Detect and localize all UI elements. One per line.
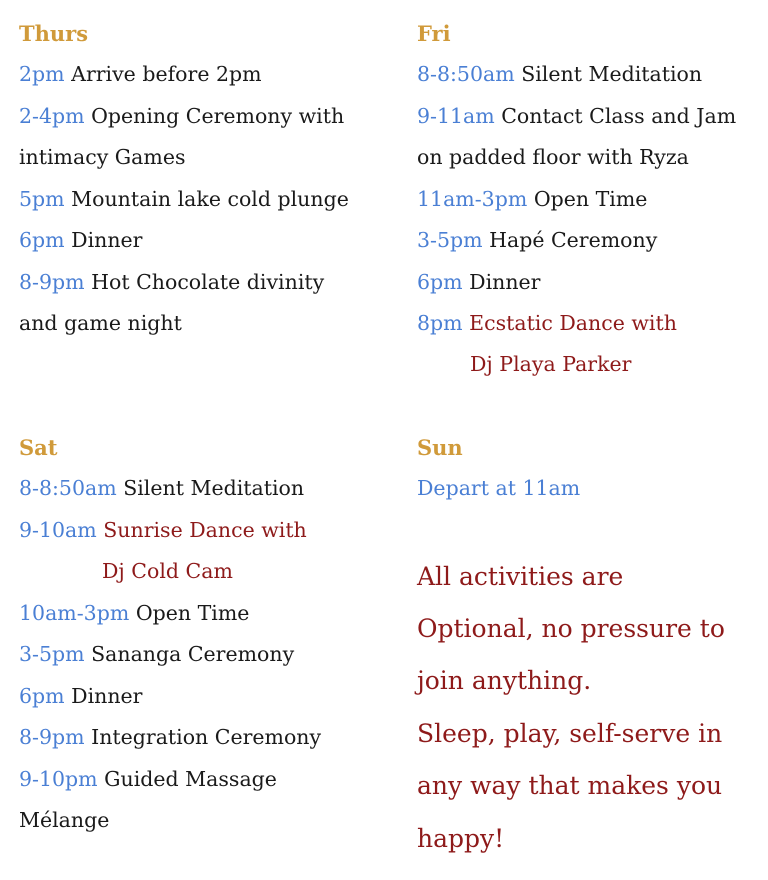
schedule-time: 6pm (417, 270, 463, 294)
schedule-activity: Sananga Ceremony (91, 642, 295, 666)
note-line: any way that makes you (417, 771, 723, 800)
schedule-item (417, 179, 647, 221)
schedule-time: 8-8:50am (417, 62, 515, 86)
schedule-item-continuation-highlight: Dj Cold Cam (102, 559, 233, 583)
day-heading-sun: Sun (417, 435, 463, 460)
note-line: Optional, no pressure to (417, 614, 725, 643)
schedule-time: 3-5pm (19, 642, 85, 666)
schedule-item (417, 303, 677, 345)
schedule-item-continuation: intimacy Games (19, 145, 186, 169)
schedule-activity: Integration Ceremony (91, 725, 322, 749)
schedule-item (19, 759, 277, 801)
schedule-time: Depart at 11am (417, 476, 581, 500)
note-line: All activities are (417, 562, 624, 591)
schedule-item (417, 96, 736, 138)
schedule-activity-highlight: Sunrise Dance with (103, 518, 307, 542)
schedule-activity: Silent Meditation (123, 476, 305, 500)
schedule-activity: Open Time (135, 601, 250, 625)
schedule-time: 9-10am (19, 518, 97, 542)
day-heading-thurs: Thurs (19, 21, 89, 46)
schedule-activity: Hapé Ceremony (489, 228, 658, 252)
schedule-item-continuation-highlight: Dj Playa Parker (470, 352, 632, 376)
schedule-time: 5pm (19, 187, 65, 211)
schedule-activity: Open Time (533, 187, 648, 211)
schedule-time: 2-4pm (19, 104, 85, 128)
schedule-time: 6pm (19, 228, 65, 252)
schedule-item (19, 54, 262, 96)
schedule-item (19, 717, 321, 759)
schedule-activity: Contact Class and Jam (501, 104, 737, 128)
schedule-item (19, 262, 324, 304)
schedule-time: 8-9pm (19, 725, 85, 749)
schedule-activity: Arrive before 2pm (71, 62, 262, 86)
schedule-time: 9-10pm (19, 767, 98, 791)
schedule-time: 10am-3pm (19, 601, 130, 625)
schedule-item (19, 96, 344, 138)
schedule-item (417, 220, 657, 262)
schedule-item-continuation: Mélange (19, 808, 110, 832)
schedule-activity-highlight: Ecstatic Dance with (469, 311, 677, 335)
schedule-time: 8-9pm (19, 270, 85, 294)
schedule-item (19, 179, 349, 221)
schedule-activity: Dinner (469, 270, 541, 294)
schedule-time: 2pm (19, 62, 65, 86)
schedule-activity: Dinner (71, 228, 143, 252)
schedule-item-continuation: on padded floor with Ryza (417, 145, 689, 169)
schedule-activity: Mountain lake cold plunge (71, 187, 349, 211)
schedule-item (417, 54, 702, 96)
schedule-activity: Hot Chocolate divinity (91, 270, 325, 294)
schedule-time: 9-11am (417, 104, 495, 128)
day-heading-sat: Sat (19, 435, 58, 460)
note-line: Sleep, play, self-serve in (417, 719, 723, 748)
schedule-time: 11am-3pm (417, 187, 528, 211)
schedule-activity: Guided Massage (104, 767, 277, 791)
note-line: join anything. (417, 666, 592, 695)
schedule-time: 3-5pm (417, 228, 483, 252)
schedule-time: 8-8:50am (19, 476, 117, 500)
schedule-item (19, 593, 249, 635)
day-heading-fri: Fri (417, 21, 451, 46)
schedule-item (417, 262, 540, 304)
schedule-time: 6pm (19, 684, 65, 708)
schedule-activity: Opening Ceremony with (91, 104, 345, 128)
schedule-item-continuation: and game night (19, 311, 182, 335)
schedule-item (19, 468, 304, 510)
note-line: happy! (417, 824, 505, 853)
schedule-item (19, 220, 142, 262)
schedule-item (19, 676, 142, 718)
schedule-activity: Dinner (71, 684, 143, 708)
schedule-time: 8pm (417, 311, 463, 335)
schedule-item (19, 634, 294, 676)
schedule-activity: Silent Meditation (521, 62, 703, 86)
schedule-item (19, 510, 307, 552)
